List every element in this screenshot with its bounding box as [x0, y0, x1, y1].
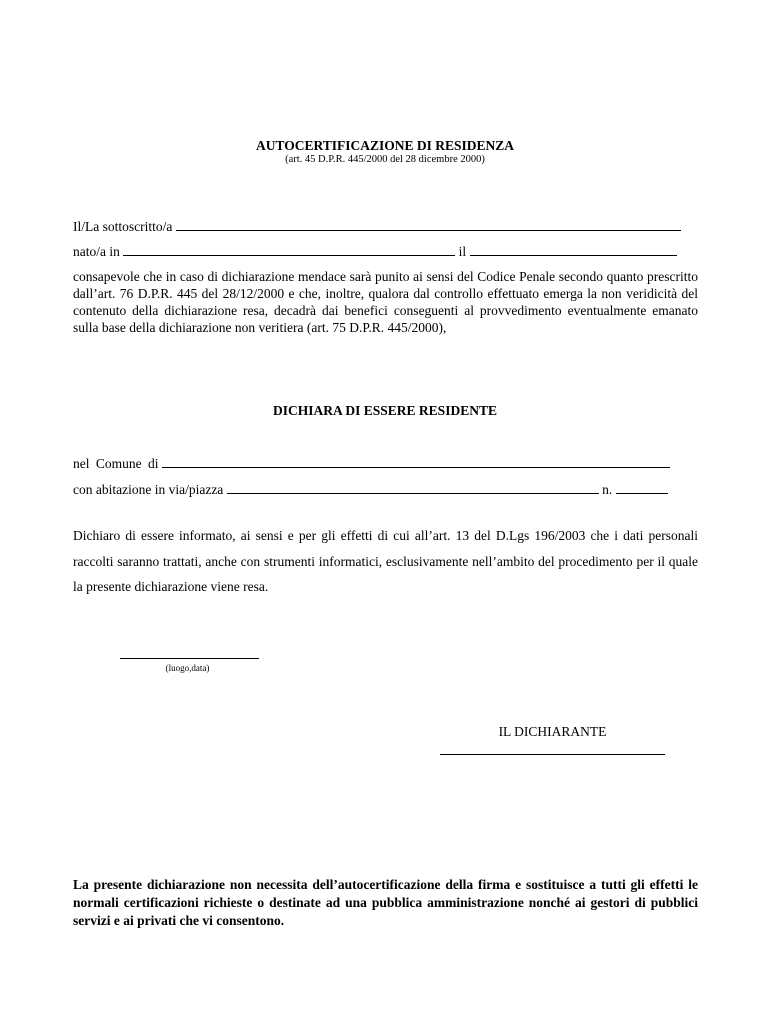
il-label: il — [458, 244, 467, 259]
document-title: AUTOCERTIFICAZIONE DI RESIDENZA — [255, 138, 515, 153]
sottoscritto-row — [73, 218, 698, 235]
via-field[interactable] — [227, 481, 599, 494]
footer-note: La presente dichiarazione non necessita dell’autocertificazione della firma e sostituisce a tutti gli effetti le normali certificazioni richieste o destinate ad una pubblica amministrazione nonché ai gestori di pubblici servizi e ai privati che vi consentono. — [73, 877, 698, 928]
luogo-data-caption: (luogo,data) — [165, 663, 210, 673]
luogo-nascita-field[interactable] — [123, 243, 455, 256]
nascita-row — [73, 243, 698, 260]
nato-label: nato/a in — [73, 244, 120, 259]
numero-label: n. — [602, 482, 613, 497]
sottoscritto-label: Il/La sottoscritto/a — [73, 219, 173, 234]
abitazione-label: con abitazione in via/piazza — [73, 482, 224, 497]
document-subtitle: (art. 45 D.P.R. 445/2000 del 28 dicembre 2000) — [285, 154, 485, 165]
dichiara-heading: DICHIARA DI ESSERE RESIDENTE — [273, 403, 497, 418]
data-nascita-field[interactable] — [470, 243, 677, 256]
consapevole-paragraph: consapevole che in caso di dichiarazione mendace sarà punito ai sensi del Codice Penale secondo quanto prescritto dall’art. 76 D.P.R. 445 del 28/12/2000 e che, inoltre, qualora dal controllo effettuato emerga la non veridicità del contenuto della dichiarazione resa, decadrà dai benefici conseguenti al provvedimento eventualmente emanato sulla base della dichiarazione non veritiera (art. 75 D.P.R. 445/2000), — [73, 269, 698, 335]
privacy-paragraph: Dichiaro di essere informato, ai sensi e per gli effetti di cui all’art. 13 del D.Lgs 196/2003 che i dati personali raccolti saranno trattati, anche con strumenti informatici, esclusivamente nell’ambito del procedimento per il quale la presente dichiarazione viene resa. — [73, 528, 698, 594]
abitazione-row — [73, 481, 698, 498]
numero-field[interactable] — [616, 481, 668, 494]
luogo-data-field[interactable] — [120, 658, 259, 659]
comune-label: nel Comune di — [73, 456, 159, 471]
firma-field[interactable] — [440, 754, 665, 755]
comune-field[interactable] — [162, 455, 670, 468]
sottoscritto-field[interactable] — [176, 218, 681, 231]
comune-row — [73, 455, 698, 472]
dichiarante-label: IL DICHIARANTE — [498, 724, 607, 739]
